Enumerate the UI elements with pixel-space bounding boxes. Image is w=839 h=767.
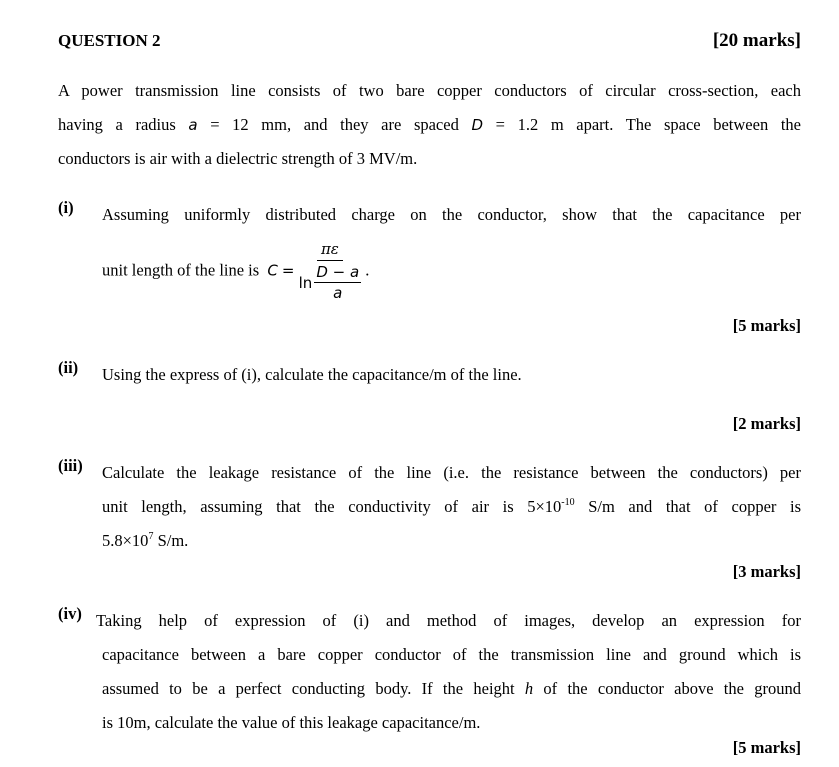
question-intro — [58, 74, 801, 176]
part-ii-text: Using the express of (i), calculate the capacitance/m of the line. — [102, 365, 522, 384]
part-iv-number: (iv) — [58, 604, 82, 623]
part-i-line-1: Assuming uniformly distributed charge on the conductor, show that the capacitance per — [102, 205, 801, 224]
part-i-body — [102, 198, 801, 303]
question-title: QUESTION 2 — [58, 31, 161, 50]
part-iii-line-2: unit length, assuming that the conductivity of air is $5\times 10^{-10}$ S/m and that of copper is — [102, 497, 801, 516]
part-iii-marks: [3 marks] — [732, 562, 801, 581]
part-iv-line-3: assumed to be a perfect conducting body. If the height h of the conductor above the ground — [102, 679, 801, 698]
part-iii-line-3: $5.8\times 10^7$ S/m. — [102, 531, 189, 550]
part-iii-line-1: Calculate the leakage resistance of the line (i.e. the resistance between the conductors) per — [102, 463, 801, 482]
sigma-air: $5\times 10^{-10}$ — [527, 497, 575, 516]
part-iii — [58, 456, 801, 558]
formula-fraction — [299, 240, 362, 303]
var-D: D — [471, 115, 484, 134]
part-i-number: (i) — [58, 198, 74, 217]
question-total-marks: [20 marks] — [712, 30, 801, 51]
part-iv-marks: [5 marks] — [732, 738, 801, 757]
part-i-marks: [5 marks] — [732, 316, 801, 335]
part-i — [58, 198, 801, 303]
var-a: a — [188, 115, 198, 134]
capacitance-formula: C = πε ln $\frac{D - a}{a}$ . — [267, 240, 370, 302]
part-iii-number: (iii) — [58, 456, 83, 475]
part-iv-line-1: Taking help of expression of (i) and method of images, develop an expression for — [96, 611, 801, 630]
part-iv-line-4: is 10m, calculate the value of this leakage capacitance/m. — [102, 713, 481, 732]
intro-line-3: conductors is air with a dielectric strength of 3 MV/m. — [58, 149, 418, 168]
formula-denominator: ln $\frac{D - a}{a}$ — [298, 263, 360, 302]
part-ii-number: (ii) — [58, 358, 79, 377]
part-ii — [58, 358, 801, 392]
part-i-line-2: unit length of the line is C = πε ln $\frac{D - a}{a}$ . — [102, 240, 370, 302]
intro-line-1: A power transmission line consists of two bare copper conductors of circular cross-section, each — [58, 81, 801, 100]
question-header — [58, 30, 801, 52]
intro-line-2: having a radius a = 12 mm, and they are spaced D = 1.2 m apart. The space between the — [58, 114, 801, 134]
part-iv-line-2: capacitance between a bare copper conductor of the transmission line and ground which is — [102, 645, 801, 664]
sigma-copper: $5.8\times 10^7$ — [102, 531, 154, 550]
part-iv — [58, 604, 801, 740]
var-h: h — [524, 679, 534, 698]
part-ii-marks: [2 marks] — [732, 414, 801, 433]
formula-numerator: πε — [317, 240, 343, 261]
